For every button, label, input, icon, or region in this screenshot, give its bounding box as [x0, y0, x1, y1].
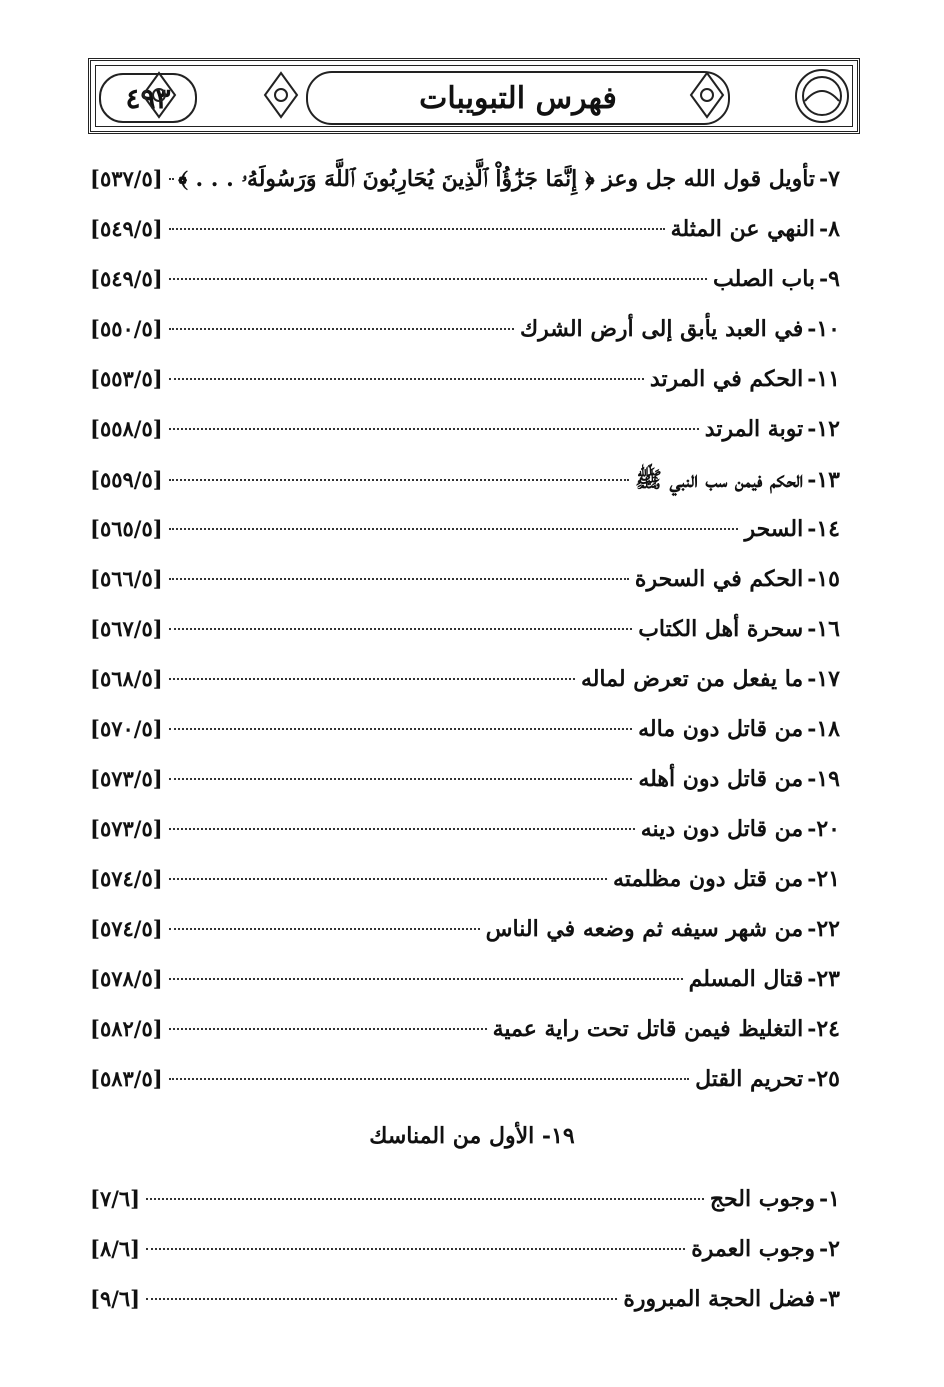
- toc-title: من قتل دون مظلمته: [613, 866, 804, 892]
- toc-reference: [٥٧٣/٥]: [90, 816, 163, 841]
- toc-row: [90, 966, 840, 1006]
- dot-leader: [169, 378, 644, 380]
- dot-leader: [169, 878, 607, 880]
- toc-row: [90, 866, 840, 906]
- toc-reference: [٧/٦]: [90, 1186, 141, 1211]
- publisher-emblem-icon: [793, 67, 851, 125]
- dot-leader: [169, 1078, 689, 1080]
- toc-reference: [٥٧٠/٥]: [90, 716, 163, 741]
- section-heading: ١٩- الأول من المناسك: [369, 1123, 575, 1149]
- dot-leader: [146, 1298, 617, 1300]
- toc-number: ٢١-: [807, 866, 840, 892]
- ornament-icon: [139, 69, 179, 121]
- toc-reference: [٥٧٣/٥]: [90, 766, 163, 791]
- dot-leader: [169, 278, 707, 280]
- toc-title: تأويل قول الله جل وعز ﴿ إِنَّمَا جَزَٰٓؤُاْ ٱلَّذِينَ يُحَارِبُونَ ٱللَّهَ وَرَسُولَهُۥ . . . ﴾: [178, 166, 816, 192]
- toc-reference: [٥٤٩/٥]: [90, 216, 163, 241]
- dot-leader: [169, 828, 635, 830]
- toc-number: ١١-: [807, 366, 840, 392]
- toc-reference: [٥٧٨/٥]: [90, 966, 163, 991]
- toc-title: من شهر سيفه ثم وضعه في الناس: [485, 916, 804, 942]
- dot-leader: [169, 528, 739, 530]
- toc-title: الحكم فيمن سب النبي ﷺ: [635, 467, 804, 493]
- toc-number: ٢٢-: [807, 916, 840, 942]
- toc-number: ١٦-: [807, 616, 840, 642]
- page-number: ٤٩٣: [99, 73, 197, 123]
- toc-title: الحكم في السحرة: [634, 566, 804, 592]
- toc-reference: [٥٨٢/٥]: [90, 1016, 163, 1041]
- toc-reference: [٥٥٩/٥]: [90, 467, 163, 492]
- toc-row: [90, 1066, 840, 1106]
- toc-row: [90, 666, 840, 706]
- toc-title: ما يفعل من تعرض لماله: [580, 666, 804, 692]
- toc-reference: [٩/٦]: [90, 1286, 141, 1311]
- toc-reference: [٥٣٧/٥]: [90, 166, 163, 191]
- toc-title: سحرة أهل الكتاب: [638, 616, 804, 642]
- toc-title: تحريم القتل: [695, 1066, 804, 1092]
- dot-leader: [169, 479, 630, 481]
- toc-number: ١٩-: [807, 766, 840, 792]
- toc-row: [90, 366, 840, 406]
- toc-number: ١٧-: [807, 666, 840, 692]
- toc-number: ٧-: [819, 166, 840, 192]
- toc-row: [90, 166, 840, 206]
- toc-reference: [٥٥٠/٥]: [90, 316, 163, 341]
- toc-reference: [٥٤٩/٥]: [90, 266, 163, 291]
- toc-title: من قاتل دون أهله: [638, 766, 804, 792]
- ornament-icon: [687, 69, 727, 121]
- dot-leader: [169, 1028, 487, 1030]
- toc-title: من قاتل دون ماله: [638, 716, 804, 742]
- toc-row: [90, 1286, 840, 1326]
- toc-title: فضل الحجة المبرورة: [623, 1286, 816, 1312]
- toc-number: ١٠-: [807, 316, 840, 342]
- dot-leader: [169, 428, 699, 430]
- dot-leader: [169, 678, 575, 680]
- page-title: فهرس التبويبات: [306, 71, 730, 125]
- toc-reference: [٥٦٥/٥]: [90, 516, 163, 541]
- toc-reference: [٨/٦]: [90, 1236, 141, 1261]
- toc-row: [90, 316, 840, 356]
- toc-reference: [٥٦٧/٥]: [90, 616, 163, 641]
- toc-title: وجوب العمرة: [691, 1236, 816, 1262]
- toc-title: السحر: [744, 516, 804, 542]
- dot-leader: [169, 728, 632, 730]
- dot-leader: [169, 578, 629, 580]
- toc-reference: [٥٥٨/٥]: [90, 416, 163, 441]
- dot-leader: [146, 1198, 704, 1200]
- toc-row: [90, 216, 840, 256]
- toc-number: ٢-: [819, 1236, 840, 1262]
- dot-leader: [169, 928, 480, 930]
- toc-reference: [٥٧٤/٥]: [90, 916, 163, 941]
- toc-row: [90, 1186, 840, 1226]
- toc-row: [90, 516, 840, 556]
- toc-row: [90, 416, 840, 456]
- toc-number: ١٣-: [807, 467, 840, 493]
- toc-reference: [٥٨٣/٥]: [90, 1066, 163, 1091]
- dot-leader: [169, 328, 514, 330]
- toc-reference: [٥٧٤/٥]: [90, 866, 163, 891]
- toc-row: [90, 766, 840, 806]
- page-header: [88, 58, 860, 134]
- toc-title: من قاتل دون دينه: [640, 816, 804, 842]
- toc-title: توبة المرتد: [704, 416, 804, 442]
- toc-title: في العبد يأبق إلى أرض الشرك: [519, 316, 804, 342]
- toc-number: ١٤-: [807, 516, 840, 542]
- toc-row: [90, 566, 840, 606]
- toc-number: ٢٤-: [807, 1016, 840, 1042]
- toc-reference: [٥٥٣/٥]: [90, 366, 163, 391]
- dot-leader: [169, 628, 633, 630]
- dot-leader: [169, 228, 665, 230]
- toc-number: ٨-: [819, 216, 840, 242]
- toc-number: ٣-: [819, 1286, 840, 1312]
- dot-leader: [169, 178, 172, 180]
- ornament-icon: [261, 69, 301, 121]
- toc-number: ١٨-: [807, 716, 840, 742]
- dot-leader: [169, 778, 633, 780]
- toc-number: ٢٣-: [807, 966, 840, 992]
- toc-title: باب الصلب: [713, 266, 816, 292]
- toc-number: ١٢-: [807, 416, 840, 442]
- toc-title: الحكم في المرتد: [649, 366, 804, 392]
- dot-leader: [146, 1248, 685, 1250]
- toc-title: وجوب الحج: [709, 1186, 816, 1212]
- toc-row: [90, 266, 840, 306]
- toc-number: ٩-: [819, 266, 840, 292]
- toc-number: ٢٥-: [807, 1066, 840, 1092]
- toc-row: [90, 816, 840, 856]
- toc-number: ١٥-: [807, 566, 840, 592]
- toc-row: [90, 466, 840, 506]
- toc-title: النهي عن المثلة: [670, 216, 816, 242]
- toc-row: [90, 916, 840, 956]
- toc-reference: [٥٦٦/٥]: [90, 566, 163, 591]
- toc-row: [90, 1236, 840, 1276]
- toc-number: ١-: [819, 1186, 840, 1212]
- dot-leader: [169, 978, 683, 980]
- toc-number: ٢٠-: [807, 816, 840, 842]
- toc-title: قتال المسلم: [688, 966, 804, 992]
- toc-title: التغليظ فيمن قاتل تحت راية عمية: [492, 1016, 804, 1042]
- toc-row: [90, 716, 840, 756]
- toc-row: [90, 616, 840, 656]
- toc-row: [90, 1016, 840, 1056]
- toc-reference: [٥٦٨/٥]: [90, 666, 163, 691]
